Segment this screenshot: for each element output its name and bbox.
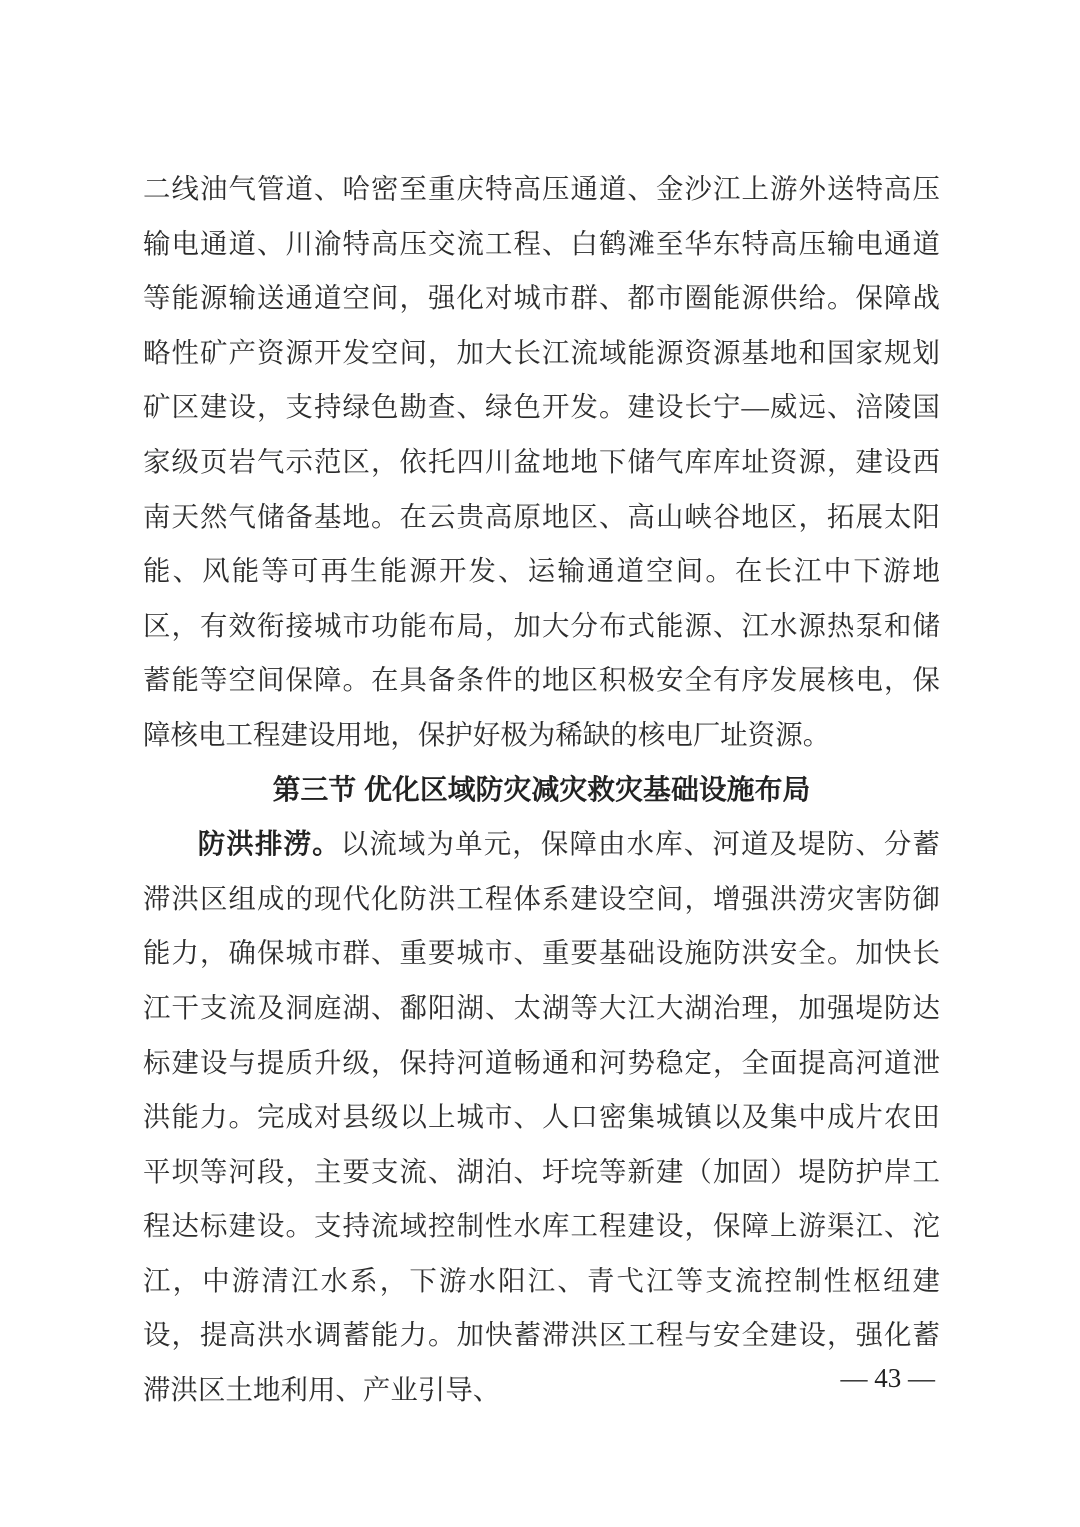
paragraph-energy-infrastructure: 二线油气管道、哈密至重庆特高压通道、金沙江上游外送特高压输电通道、川渝特高压交流工程、白鹤滩至华东特高压输电通道等能源输送通道空间，强化对城市群、都市圈能源供给。保障战略性矿产资源开发空间，加大长江流域能源资源基地和国家规划矿区建设，支持绿色勘查、绿色开发。建设长宁—威远、涪陵国家级页岩气示范区，依托四川盆地地下储气库库址资源，建设西南天然气储备基地。在云贵高原地区、高山峡谷地区，拓展太阳能、风能等可再生能源开发、运输通道空间。在长江中下游地区，有效衔接城市功能布局，加大分布式能源、江水源热泵和储蓄能等空间保障。在具备条件的地区积极安全有序发展核电，保障核电工程建设用地，保护好极为稀缺的核电厂址资源。 xyxy=(143,174,940,750)
paragraph-lead-in: 防洪排涝。 xyxy=(197,829,341,860)
paragraph-flood-control xyxy=(143,817,940,1418)
paragraph-body-text: 以流域为单元，保障由水库、河道及堤防、分蓄滞洪区组成的现代化防洪工程体系建设空间，增强洪涝灾害防御能力，确保城市群、重要城市、重要基础设施防洪安全。加快长江干支流及洞庭湖、鄱阳湖、太湖等大江大湖治理，加强堤防达标建设与提质升级，保持河道畅通和河势稳定，全面提高河道泄洪能力。完成对县级以上城市、人口密集城镇以及集中成片农田平坝等河段，主要支流、湖泊、圩垸等新建（加固）堤防护岸工程达标建设。支持流域控制性水库工程建设，保障上游渠江、沱江，中游清江水系，下游水阳江、青弋江等支流控制性枢纽建设，提高洪水调蓄能力。加快蓄滞洪区工程与安全建设，强化蓄滞洪区土地利用、产业引导、 xyxy=(143,829,940,1406)
page-number: — 43 — xyxy=(840,1363,935,1393)
document-body xyxy=(143,162,940,1418)
section-heading: 第三节 优化区域防灾减灾救灾基础设施布局 xyxy=(272,773,811,805)
